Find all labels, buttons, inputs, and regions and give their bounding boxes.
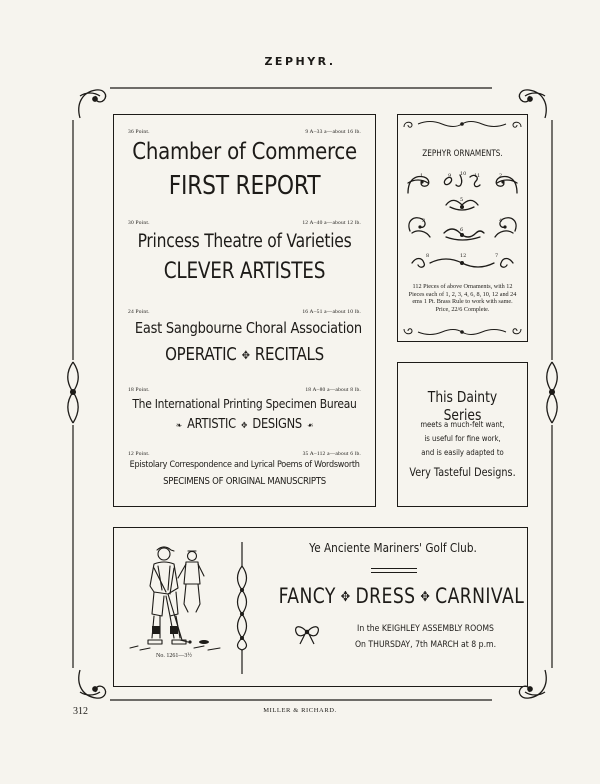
page-number: 312 xyxy=(73,706,88,717)
ornament-number: 7 xyxy=(495,253,499,259)
event-date: On THURSDAY, 7th MARCH at 8 p.m. xyxy=(354,640,497,650)
diamond-ornament-icon: ✥ xyxy=(340,589,351,605)
page-header: ZEPHYR. xyxy=(264,55,336,68)
ornament-number: 2 xyxy=(499,173,503,179)
specimen-line xyxy=(130,417,360,432)
ornament-number: 1 xyxy=(420,173,424,179)
event-word: FANCY xyxy=(278,584,336,608)
specimen-line: Chamber of Commerce xyxy=(132,139,357,165)
size-label: 36 Point. xyxy=(128,129,150,135)
weight-label: 9 A–33 a—about 16 lb. xyxy=(305,129,361,135)
weight-label: 35 A–112 a—about 6 lb. xyxy=(302,451,361,457)
ornaments-description: 112 Pieces of above Ornaments, with 12 Pieces each of 1, 2, 3, 4, 6, 8, 10, 12 and 24 ems 1 Pt. Brass Rule to work with same. Price, 22/6 Complete. xyxy=(408,283,517,313)
vertical-ornament-icon xyxy=(234,538,250,678)
scroll-ornament-icon: ❧ xyxy=(175,419,182,430)
specimen-line: FIRST REPORT xyxy=(168,171,321,201)
border-flourish-icon xyxy=(400,327,525,337)
event-word: CARNIVAL xyxy=(435,584,525,608)
specimen-line: Epistolary Correspondence and Lyrical Poems of Wordsworth xyxy=(129,459,360,470)
scroll-ornament-icon: ❧ xyxy=(307,419,314,430)
diamond-ornament-icon: ✥ xyxy=(241,419,248,430)
ornament-number: 11 xyxy=(474,173,481,179)
ornament-number: 4 xyxy=(499,218,503,224)
cut-number: No. 1261—3½ xyxy=(156,653,192,659)
publisher: MILLER & RICHARD. xyxy=(263,707,337,714)
specimen-word: DESIGNS xyxy=(252,417,302,432)
weight-label: 16 A–51 a—about 10 lb. xyxy=(302,309,361,315)
specimen-box xyxy=(113,114,376,507)
club-name: Ye Anciente Mariners' Golf Club. xyxy=(309,540,477,555)
bow-ornament-icon xyxy=(292,622,322,646)
border-flourish-icon xyxy=(400,119,525,129)
event-word: DRESS xyxy=(355,584,416,608)
specimen-line: The International Printing Specimen Bureau xyxy=(132,396,357,411)
ornament-number: 3 xyxy=(422,218,426,224)
weight-label: 12 A–40 a—about 12 lb. xyxy=(302,220,361,226)
venue: In the KEIGHLEY ASSEMBLY ROOMS xyxy=(357,624,494,634)
ornaments-box xyxy=(397,114,528,342)
ornaments-title: ZEPHYR ORNAMENTS. xyxy=(422,149,503,159)
ornament-number: 5 xyxy=(460,197,464,203)
dainty-series-box xyxy=(397,362,528,507)
diamond-ornament-icon: ✥ xyxy=(241,348,250,362)
event-title xyxy=(278,584,525,608)
golfer-illustration-icon xyxy=(124,542,229,670)
ornament-number: 12 xyxy=(460,253,467,259)
double-rule xyxy=(371,568,417,573)
size-label: 30 Point. xyxy=(128,220,150,226)
ornament-number: 9 xyxy=(448,173,452,179)
dainty-title: This Dainty Series xyxy=(427,388,498,424)
golf-carnival-box xyxy=(113,527,528,687)
specimen-word: RECITALS xyxy=(254,345,324,365)
specimen-line xyxy=(132,345,356,365)
specimen-word: ARTISTIC xyxy=(187,417,236,432)
ornament-specimens xyxy=(402,167,523,277)
dainty-line: meets a much-felt want, xyxy=(420,420,505,429)
specimen-line: CLEVER ARTISTES xyxy=(163,259,326,284)
specimen-word: OPERATIC xyxy=(165,345,237,365)
size-label: 18 Point. xyxy=(128,387,150,393)
weight-label: 18 A–80 a—about 8 lb. xyxy=(305,387,361,393)
dainty-line: Very Tasteful Designs. xyxy=(409,465,516,479)
dainty-line: and is easily adapted to xyxy=(421,448,504,457)
diamond-ornament-icon: ✥ xyxy=(420,589,431,605)
ornament-number: 10 xyxy=(460,171,467,177)
ornament-number: 6 xyxy=(460,227,464,233)
ornament-number: 8 xyxy=(426,253,430,259)
size-label: 12 Point. xyxy=(128,451,150,457)
dainty-line: is useful for fine work, xyxy=(424,434,501,443)
specimen-line: Princess Theatre of Varieties xyxy=(137,231,352,252)
size-label: 24 Point. xyxy=(128,309,150,315)
specimen-line: SPECIMENS OF ORIGINAL MANUSCRIPTS xyxy=(163,476,326,487)
specimen-line: East Sangbourne Choral Association xyxy=(134,319,362,337)
